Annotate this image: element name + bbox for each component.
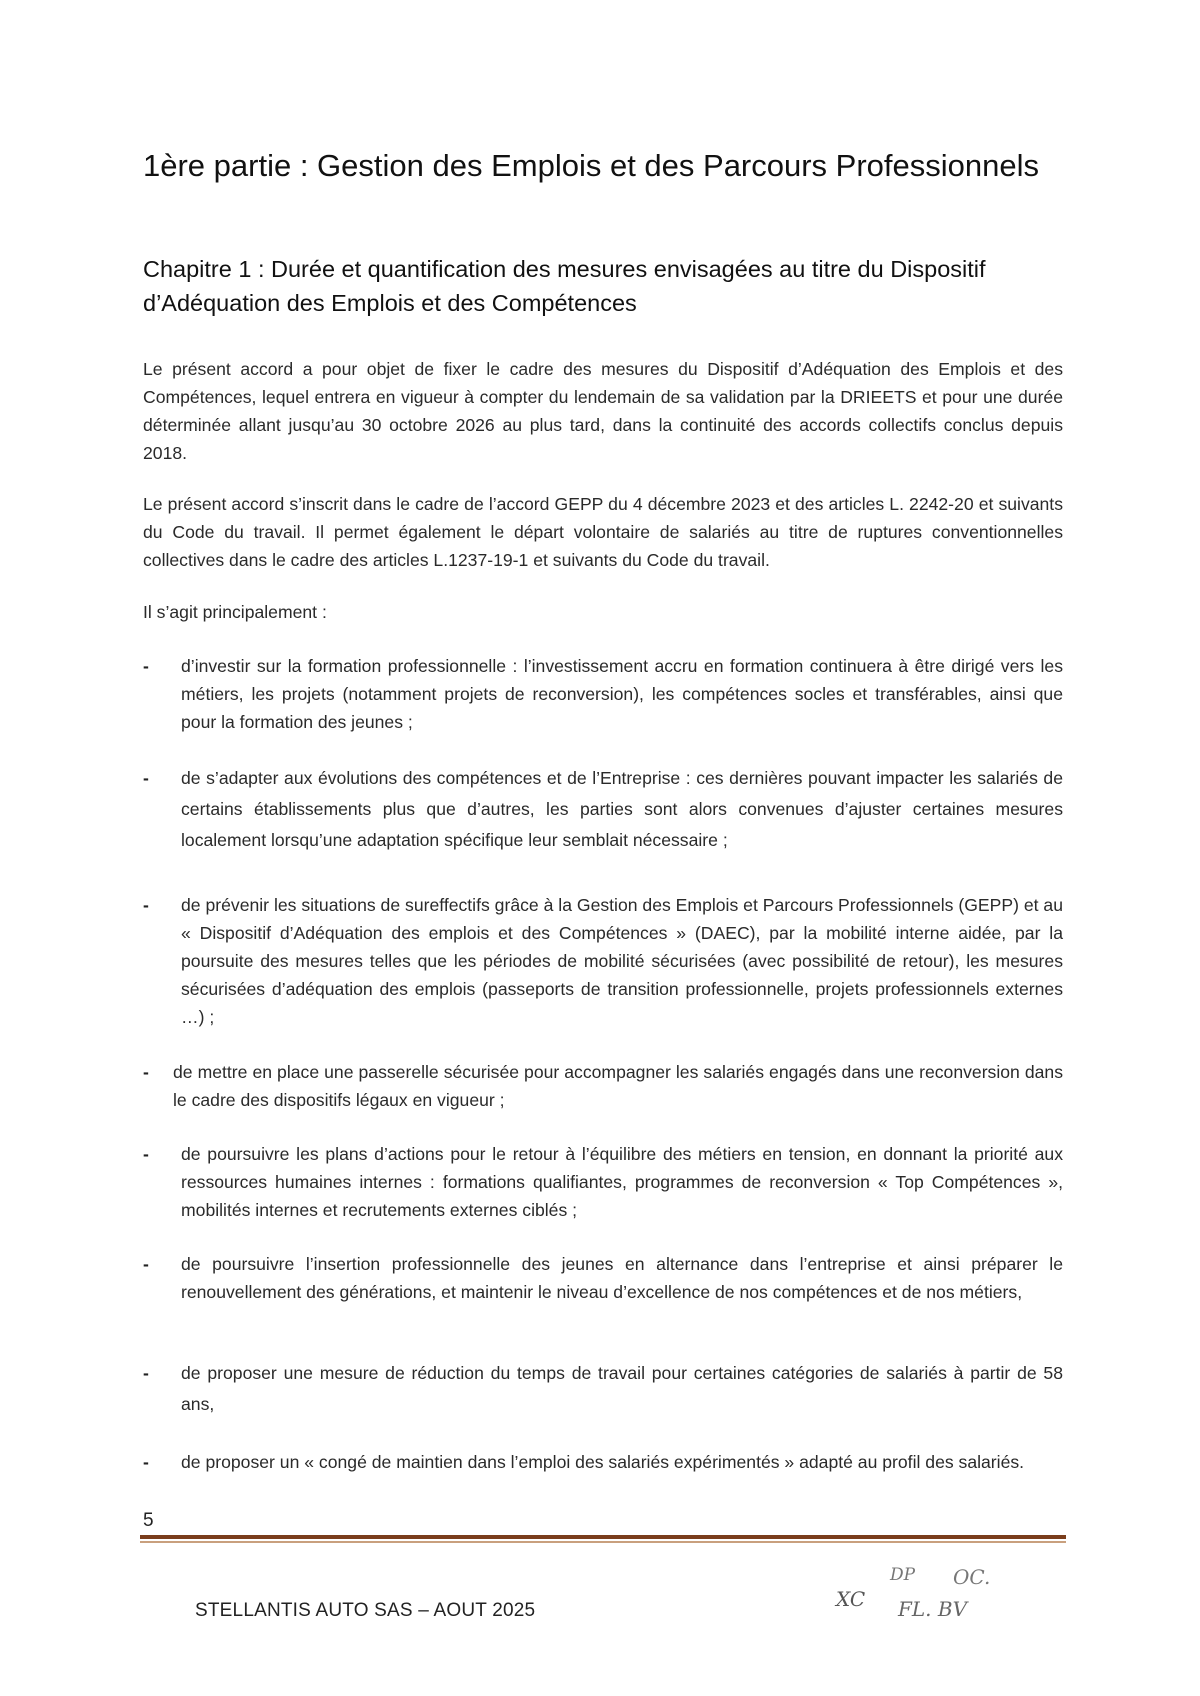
bullet-item bbox=[143, 1448, 1063, 1476]
initials-xc: XC bbox=[836, 1587, 866, 1611]
bullet-dash: - bbox=[143, 1254, 149, 1274]
chapter-title-line2: d’Adéquation des Emplois et des Compétences bbox=[143, 290, 637, 316]
paragraph-lead: Il s’agit principalement : bbox=[143, 602, 327, 622]
initials-oc: OC. bbox=[953, 1565, 991, 1589]
footer-company: STELLANTIS AUTO SAS – AOUT 2025 bbox=[195, 1600, 536, 1621]
bullet-item bbox=[143, 1140, 1063, 1224]
bullet-item bbox=[143, 652, 1063, 736]
paragraph-context: Le présent accord s’inscrit dans le cadre de l’accord GEPP du 4 décembre 2023 et des articles L. 2242-20 et suivants du Code du travail. Il permet également le départ volontaire de salariés au titre de ruptures conventionnelles collectives dans le cadre des articles L.1237-19-1 et suivants du Code du travail. bbox=[143, 494, 1063, 570]
footer-rule bbox=[140, 1535, 1066, 1539]
handwritten-initials bbox=[828, 1550, 1018, 1630]
bullet-dash: - bbox=[143, 1363, 149, 1383]
bullet-text: de prévenir les situations de sureffectifs grâce à la Gestion des Emplois et Parcours Professionnels (GEPP) et au « Dispositif d’Adéquation des emplois et des Compétences » (DAEC), par la mobilité interne aidée, par la poursuite des mesures telles que les périodes de mobilité sécurisées (avec possibilité de retour), les mesures sécurisées d’adéquation des emplois (passeports de transition professionnelle, projets professionnels externes …) ; bbox=[181, 895, 1063, 1027]
bullet-text: de mettre en place une passerelle sécurisée pour accompagner les salariés engagés dans une reconversion dans le cadre des dispositifs légaux en vigueur ; bbox=[173, 1062, 1063, 1110]
paragraph-intro: Le présent accord a pour objet de fixer le cadre des mesures du Dispositif d’Adéquation des Emplois et des Compétences, lequel entrera en vigueur à compter du lendemain de sa validation par la DRIEETS et pour une durée déterminée allant jusqu’au 30 octobre 2026 au plus tard, dans la continuité des accords collectifs conclus depuis 2018. bbox=[143, 359, 1063, 463]
bullet-item bbox=[143, 891, 1063, 1031]
bullet-text: d’investir sur la formation professionnelle : l’investissement accru en formation continuera à être dirigé vers les métiers, les projets (notamment projets de reconversion), les compétences socles et transférables, ainsi que pour la formation des jeunes ; bbox=[181, 656, 1063, 732]
bullet-item bbox=[143, 1058, 1063, 1114]
bullet-text: de proposer un « congé de maintien dans l’emploi des salariés expérimentés » adapté au profil des salariés. bbox=[181, 1452, 1025, 1472]
page-number: 5 bbox=[143, 1510, 154, 1531]
bullet-dash: - bbox=[143, 656, 149, 676]
chapter-title bbox=[143, 252, 1083, 320]
bullet-text: de poursuivre l’insertion professionnelle des jeunes en alternance dans l’entreprise et ainsi préparer le renouvellement des générations, et maintenir le niveau d’excellence de nos compétences et de nos métiers, bbox=[181, 1254, 1063, 1302]
bullet-item bbox=[143, 1358, 1063, 1420]
bullet-dash: - bbox=[143, 1062, 149, 1082]
part-title: 1ère partie : Gestion des Emplois et des Parcours Professionnels bbox=[143, 148, 1040, 183]
initials-dp: DP bbox=[890, 1565, 916, 1585]
bullet-item bbox=[143, 1250, 1063, 1306]
bullet-dash: - bbox=[143, 768, 149, 788]
bullet-dash: - bbox=[143, 1452, 149, 1472]
initials-fl-bv: FL. BV bbox=[898, 1597, 968, 1621]
bullet-item bbox=[143, 763, 1063, 856]
bullet-text: de proposer une mesure de réduction du temps de travail pour certaines catégories de salariés à partir de 58 ans, bbox=[181, 1363, 1063, 1414]
footer-rule-secondary bbox=[140, 1541, 1066, 1543]
bullet-dash: - bbox=[143, 1144, 149, 1164]
initials-signature bbox=[828, 1550, 1018, 1630]
bullet-text: de s’adapter aux évolutions des compétences et de l’Entreprise : ces dernières pouvant impacter les salariés de certains établissements plus que d’autres, les parties sont alors convenues d’ajuster certaines mesures localement lorsqu’une adaptation spécifique leur semblait nécessaire ; bbox=[181, 768, 1063, 850]
bullet-dash: - bbox=[143, 895, 149, 915]
chapter-title-line1: Chapitre 1 : Durée et quantification des mesures envisagées au titre du Dispositif bbox=[143, 256, 986, 282]
bullet-text: de poursuivre les plans d’actions pour le retour à l’équilibre des métiers en tension, en donnant la priorité aux ressources humaines internes : formations qualifiantes, programmes de reconversion « Top Compétences », mobilités internes et recrutements externes ciblés ; bbox=[181, 1144, 1063, 1220]
